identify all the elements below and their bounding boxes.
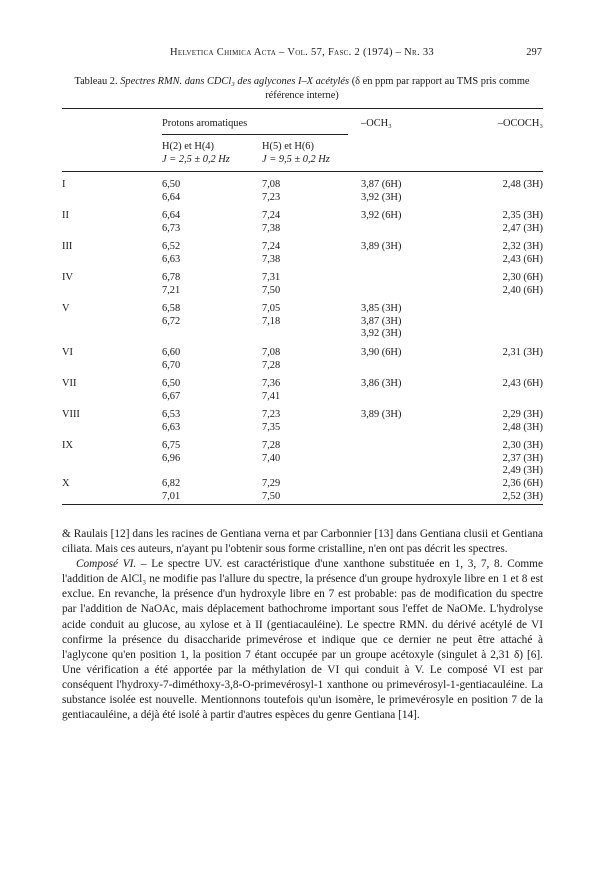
subheader-h2-h4: H(2) et H(4) bbox=[162, 141, 214, 152]
cell-value: 3,87 (3H) bbox=[361, 315, 402, 327]
cell-value: 7,01 bbox=[162, 490, 181, 502]
cell-value: 6,63 bbox=[162, 421, 181, 433]
cell-h56 bbox=[262, 303, 280, 328]
cell-h24 bbox=[162, 272, 180, 297]
cell-value: 6,50 bbox=[162, 179, 181, 190]
cell-value: 7,08 bbox=[262, 347, 281, 358]
cell-value: 6,73 bbox=[162, 222, 181, 234]
cell-value: 2,43 (6H) bbox=[502, 378, 543, 389]
cell-value: 2,37 (3H) bbox=[502, 452, 543, 464]
paragraph-2-heading: Composé VI. bbox=[76, 558, 137, 571]
cell-value: 6,82 bbox=[162, 478, 181, 489]
cell-h56 bbox=[262, 347, 280, 372]
cell-value: 7,38 bbox=[262, 253, 281, 265]
cell-value: 2,40 (6H) bbox=[502, 284, 543, 296]
cell-value: 7,28 bbox=[262, 440, 281, 451]
article-body bbox=[62, 527, 543, 723]
cell-value: 3,85 (3H) bbox=[361, 303, 402, 314]
table-caption bbox=[62, 75, 542, 102]
cell-value: 6,60 bbox=[162, 347, 181, 358]
compound-id: II bbox=[62, 210, 69, 221]
cell-value: 6,63 bbox=[162, 253, 181, 265]
cell-value: 6,64 bbox=[162, 191, 181, 203]
cell-value: 7,50 bbox=[262, 490, 281, 502]
cell-h24 bbox=[162, 440, 180, 465]
cell-ococh3 bbox=[503, 210, 543, 235]
cell-och3 bbox=[361, 409, 401, 422]
cell-value: 6,58 bbox=[162, 303, 181, 314]
cell-value: 7,41 bbox=[262, 390, 281, 402]
cell-value: 3,87 (6H) bbox=[361, 179, 402, 190]
cell-value: 7,24 bbox=[262, 241, 281, 252]
compound-id: V bbox=[62, 303, 70, 314]
cell-value: 7,36 bbox=[262, 378, 281, 389]
cell-h56 bbox=[262, 478, 280, 503]
cell-ococh3 bbox=[503, 440, 543, 478]
cell-ococh3 bbox=[503, 378, 543, 391]
cell-value: 7,50 bbox=[262, 284, 281, 296]
cell-value: 3,90 (6H) bbox=[361, 347, 402, 358]
cell-value: 7,18 bbox=[262, 315, 281, 327]
cell-h56 bbox=[262, 179, 280, 204]
cell-value: 3,92 (3H) bbox=[361, 328, 402, 339]
paragraph-2-text: – Le spectre UV. est caractéristique d'une xanthone substituée en 1, 3, 7, 8. Comme l'addition de AlCl₃ ne modifie pas l'allure du spectre, la présence d'un groupe hydroxyle libre en 1 et 8 est exclue. En revanche, la présence d'un hydroxyle libre en 7 est probable: pas de modification du spectre par l'addition de NaOAc, mais déplacement bathochrome important sous l'effet de NaOMe. L'hydrolyse acide conduit au glucose, au xylose et à II (gentiacauléine). Le spectre RMN. du dérivé acétylé de VI confirme la présence du disaccharide primevérose et indique que ce dernier ne peut être attaché à l'aglycone qu'en position 1, la position 7 étant occupée par un groupe acétoxyle (singulet à 2,31 δ) [6]. Une vérification a été apportée par la méthylation de VI qui conduit à V. Le composé VI est par conséquent l'hydroxy-7-diméthoxy-3,8-O-primevérosyl-1 xanthone ou primevérosyl-1-gentiacauléine. La substance isolée est nouvelle. Mentionnons toutefois qu'un isomère, le primevérosyle en position 7 de la gentiacauléine, a déjà été isolé à partir d'autres espèces du genre Gentiana [14]. bbox=[62, 558, 543, 722]
cell-h24 bbox=[162, 303, 180, 328]
compound-id: VII bbox=[62, 378, 77, 389]
cell-value: 6,96 bbox=[162, 452, 181, 464]
compound-id: VIII bbox=[62, 409, 80, 420]
cell-value: 6,52 bbox=[162, 241, 181, 252]
journal-running-title: Helvetica Chimica Acta – Vol. 57, Fasc. 2 (1974) – Nr. 33 bbox=[170, 47, 434, 58]
cell-h24 bbox=[162, 478, 180, 503]
table-label: Tableau 2. bbox=[74, 76, 118, 87]
cell-value: 2,31 (3H) bbox=[502, 347, 543, 358]
cell-value: 6,78 bbox=[162, 272, 181, 283]
subheader-h5-h6: H(5) et H(6) bbox=[262, 141, 314, 152]
cell-value: 2,48 (3H) bbox=[502, 179, 543, 190]
cell-value: 3,92 (3H) bbox=[361, 191, 402, 203]
cell-value: 2,52 (3H) bbox=[502, 490, 543, 502]
cell-value: 6,50 bbox=[162, 378, 181, 389]
subheader-h5-h6-coupling: J = 9,5 ± 0,2 Hz bbox=[262, 154, 330, 165]
running-header bbox=[62, 47, 542, 63]
compound-id: X bbox=[62, 478, 70, 489]
cell-value: 2,29 (3H) bbox=[502, 409, 543, 420]
cell-value: 2,43 (6H) bbox=[502, 253, 543, 265]
cell-ococh3 bbox=[503, 347, 543, 360]
cell-value: 7,24 bbox=[262, 210, 281, 221]
cell-ococh3 bbox=[503, 241, 543, 266]
header-aromatic-protons: Protons aromatiques bbox=[162, 118, 248, 129]
cell-value: 7,31 bbox=[262, 272, 281, 283]
cell-value: 7,23 bbox=[262, 191, 281, 203]
cell-value: 6,67 bbox=[162, 390, 181, 402]
cell-h24 bbox=[162, 241, 180, 266]
cell-value: 7,21 bbox=[162, 284, 181, 296]
cell-ococh3 bbox=[503, 179, 543, 192]
cell-och3 bbox=[361, 210, 401, 223]
cell-value: 6,64 bbox=[162, 210, 181, 221]
cell-value: 3,89 (3H) bbox=[361, 241, 402, 252]
compound-id: IX bbox=[62, 440, 73, 451]
cell-value: 7,05 bbox=[262, 303, 281, 314]
aromatic-subheader-rule bbox=[162, 134, 348, 135]
cell-value: 7,38 bbox=[262, 222, 281, 234]
paragraph-2 bbox=[62, 557, 543, 723]
cell-h56 bbox=[262, 409, 280, 434]
cell-h56 bbox=[262, 210, 280, 235]
cell-value: 2,36 (6H) bbox=[502, 478, 543, 489]
cell-value: 2,32 (3H) bbox=[502, 241, 543, 252]
cell-value: 3,92 (6H) bbox=[361, 210, 402, 221]
cell-value: 2,35 (3H) bbox=[502, 210, 543, 221]
cell-och3 bbox=[361, 378, 401, 391]
compound-id: I bbox=[62, 179, 66, 190]
cell-h56 bbox=[262, 272, 280, 297]
cell-value: 7,35 bbox=[262, 421, 281, 433]
cell-och3 bbox=[361, 303, 401, 341]
header-och3: –OCH₃ bbox=[361, 118, 392, 129]
cell-h56 bbox=[262, 378, 280, 403]
table-note: (δ en ppm par rapport au TMS pris comme référence interne) bbox=[265, 76, 530, 101]
table-bottom-rule bbox=[62, 504, 543, 505]
page-number: 297 bbox=[526, 47, 542, 58]
cell-h56 bbox=[262, 440, 280, 465]
cell-h24 bbox=[162, 378, 180, 403]
cell-value: 6,53 bbox=[162, 409, 181, 420]
cell-value: 2,49 (3H) bbox=[502, 465, 543, 476]
table-title: Spectres RMN. dans CDCl₃ des aglycones I–X acétylés bbox=[120, 76, 350, 87]
cell-ococh3 bbox=[503, 478, 543, 503]
cell-value: 2,30 (3H) bbox=[502, 440, 543, 451]
paragraph-1: & Raulais [12] dans les racines de Gentiana verna et par Carbonnier [13] dans Gentiana clusii et Gentiana ciliata. Mais ces auteurs, n'ayant pu l'obtenir sous forme cristalline, n'en ont pas décrit les spectres. bbox=[62, 528, 543, 556]
cell-h24 bbox=[162, 179, 180, 204]
cell-value: 7,23 bbox=[262, 409, 281, 420]
cell-value: 2,48 (3H) bbox=[502, 421, 543, 433]
cell-och3 bbox=[361, 241, 401, 254]
header-ococh3: –OCOCH₃ bbox=[497, 118, 543, 129]
compound-id: VI bbox=[62, 347, 73, 358]
cell-value: 7,29 bbox=[262, 478, 281, 489]
subheader-h2-h4-coupling: J = 2,5 ± 0,2 Hz bbox=[162, 154, 230, 165]
table-top-rule bbox=[62, 108, 543, 109]
cell-och3 bbox=[361, 347, 401, 360]
cell-value: 6,70 bbox=[162, 359, 181, 371]
cell-h56 bbox=[262, 241, 280, 266]
cell-value: 6,72 bbox=[162, 315, 181, 327]
cell-value: 6,75 bbox=[162, 440, 181, 451]
cell-value: 3,86 (3H) bbox=[361, 378, 402, 389]
cell-ococh3 bbox=[503, 409, 543, 434]
cell-value: 7,40 bbox=[262, 452, 281, 464]
cell-h24 bbox=[162, 347, 180, 372]
cell-value: 2,30 (6H) bbox=[502, 272, 543, 283]
table-header-rule bbox=[62, 171, 543, 172]
cell-h24 bbox=[162, 409, 180, 434]
cell-value: 7,28 bbox=[262, 359, 281, 371]
cell-value: 3,89 (3H) bbox=[361, 409, 402, 420]
cell-value: 2,47 (3H) bbox=[502, 222, 543, 234]
compound-id: IV bbox=[62, 272, 73, 283]
cell-value: 7,08 bbox=[262, 179, 281, 190]
cell-och3 bbox=[361, 179, 401, 204]
compound-id: III bbox=[62, 241, 73, 252]
cell-ococh3 bbox=[503, 272, 543, 297]
cell-h24 bbox=[162, 210, 180, 235]
